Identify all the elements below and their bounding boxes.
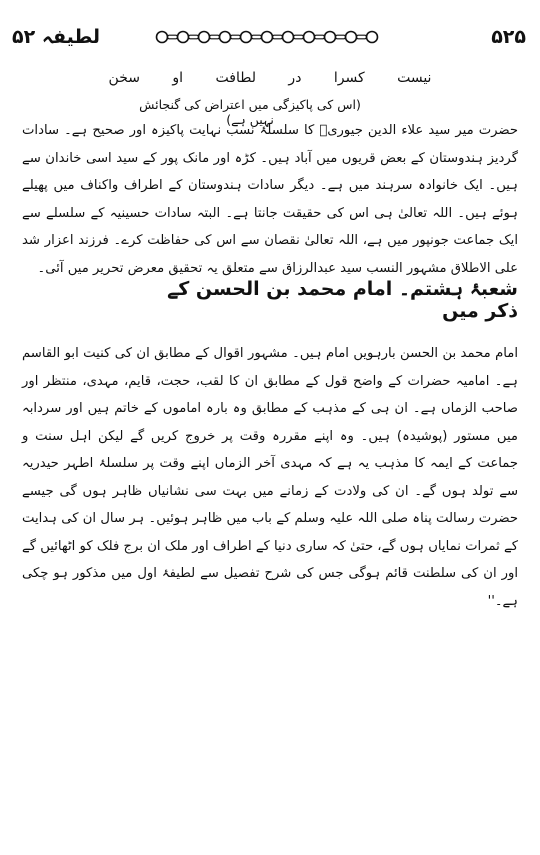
chain-link <box>231 35 241 39</box>
chain-link <box>168 35 178 39</box>
chain-link <box>294 35 304 39</box>
chain-ring <box>283 32 294 43</box>
chain-ring <box>346 32 357 43</box>
chain-link <box>210 35 220 39</box>
chain-ornament-icon <box>122 28 416 46</box>
chain-ring <box>325 32 336 43</box>
section-heading: شعبۂ ہشتم۔ امام محمد بن الحسن کے ذکر میں <box>167 278 518 322</box>
chain-link <box>189 35 199 39</box>
chain-ring <box>178 32 189 43</box>
chain-ring <box>262 32 273 43</box>
chain-ring <box>304 32 315 43</box>
chain-ornament-graphic <box>154 28 384 46</box>
page-number: ۵۲۵ <box>491 26 526 48</box>
chain-ring <box>220 32 231 43</box>
chain-ring <box>157 32 168 43</box>
page-header <box>12 22 526 52</box>
chapter-title: لطیفہ ۵۲ <box>12 26 101 48</box>
chain-link <box>336 35 346 39</box>
chain-ring <box>241 32 252 43</box>
chain-link <box>315 35 325 39</box>
persian-verse: نیست کسرا در لطافت او سخن <box>108 70 432 86</box>
paragraph-lineage: حضرت میر سید علاء الدین جیوریؒ کا سلسلۂ نسب نہایت پاکیزہ اور صحیح ہے۔ سادات گردیز ہندوستان کے بعض قریوں میں آباد ہیں۔ کڑہ اور مانک پور کے سید اسی خاندان سے ہیں۔ ایک خانوادہ سرہند میں ہے۔ دیگر سادات ہندوستان کے اطراف واکناف میں پھیلے ہوئے ہیں۔ اللہ تعالیٰ ہی اس کی حقیقت جانتا ہے۔ البتہ سادات حسینیہ کے سلسلے سے ایک جماعت جونپور میں ہے، اللہ تعالیٰ نقصان سے اس کی حفاظت کرے۔ فرزند اعزار شد علی الاطلاق مشہور النسب سید عبدالرزاق سے متعلق یہ تحقیق معرض تحریر میں آئی۔ <box>22 123 518 276</box>
chain-link <box>252 35 262 39</box>
paragraph-imam: امام محمد بن الحسن بارہویں امام ہیں۔ مشہور اقوال کے مطابق ان کی کنیت ابو القاسم ہے۔ امامیہ حضرات کے واضح قول کے مطابق ان کا لقب، حجت، قایم، مہدی، منتظر اور صاحب الزماں ہے۔ ان ہی کے مذہب کے مطابق وہ بارہ اماموں کے خاتم ہیں اور سردابہ میں مستور (پوشیدہ) ہیں۔ وہ اپنے مقررہ وقت پر خروج کریں گے لیکن اہل سنت و جماعت کے ایمہ کا مذہب یہ ہے کہ مہدی آخر الزماں اپنے وقت پر سلسلۂ اطہر حیدریہ سے تولد ہوں گے۔ ان کی ولادت کے زمانے میں بہت سی نشانیاں ظاہر ہوں گی جیسے حضرت رسالت پناہ صلی اللہ علیہ وسلم کے باب میں ظاہر ہوئیں۔ ہر سال ان کی ہدایت کے ثمرات نمایاں ہوں گے، حتیٰ کہ ساری دنیا کے اطراف اور ملک ان برج فلک کو اٹھائیں گے اور ان کی سلطنت قائم ہوگی جس کی شرح تفصیل سے لطیفۂ اول میں مذکور ہو چکی ہے۔'' <box>22 346 518 609</box>
chain-ring <box>199 32 210 43</box>
chain-link <box>273 35 283 39</box>
verse-translation-note: (اس کی پاکیزگی میں اعتراض کی گنجائش نہیں ہے) <box>139 97 361 127</box>
chain-link <box>357 35 367 39</box>
chain-ring <box>367 32 378 43</box>
